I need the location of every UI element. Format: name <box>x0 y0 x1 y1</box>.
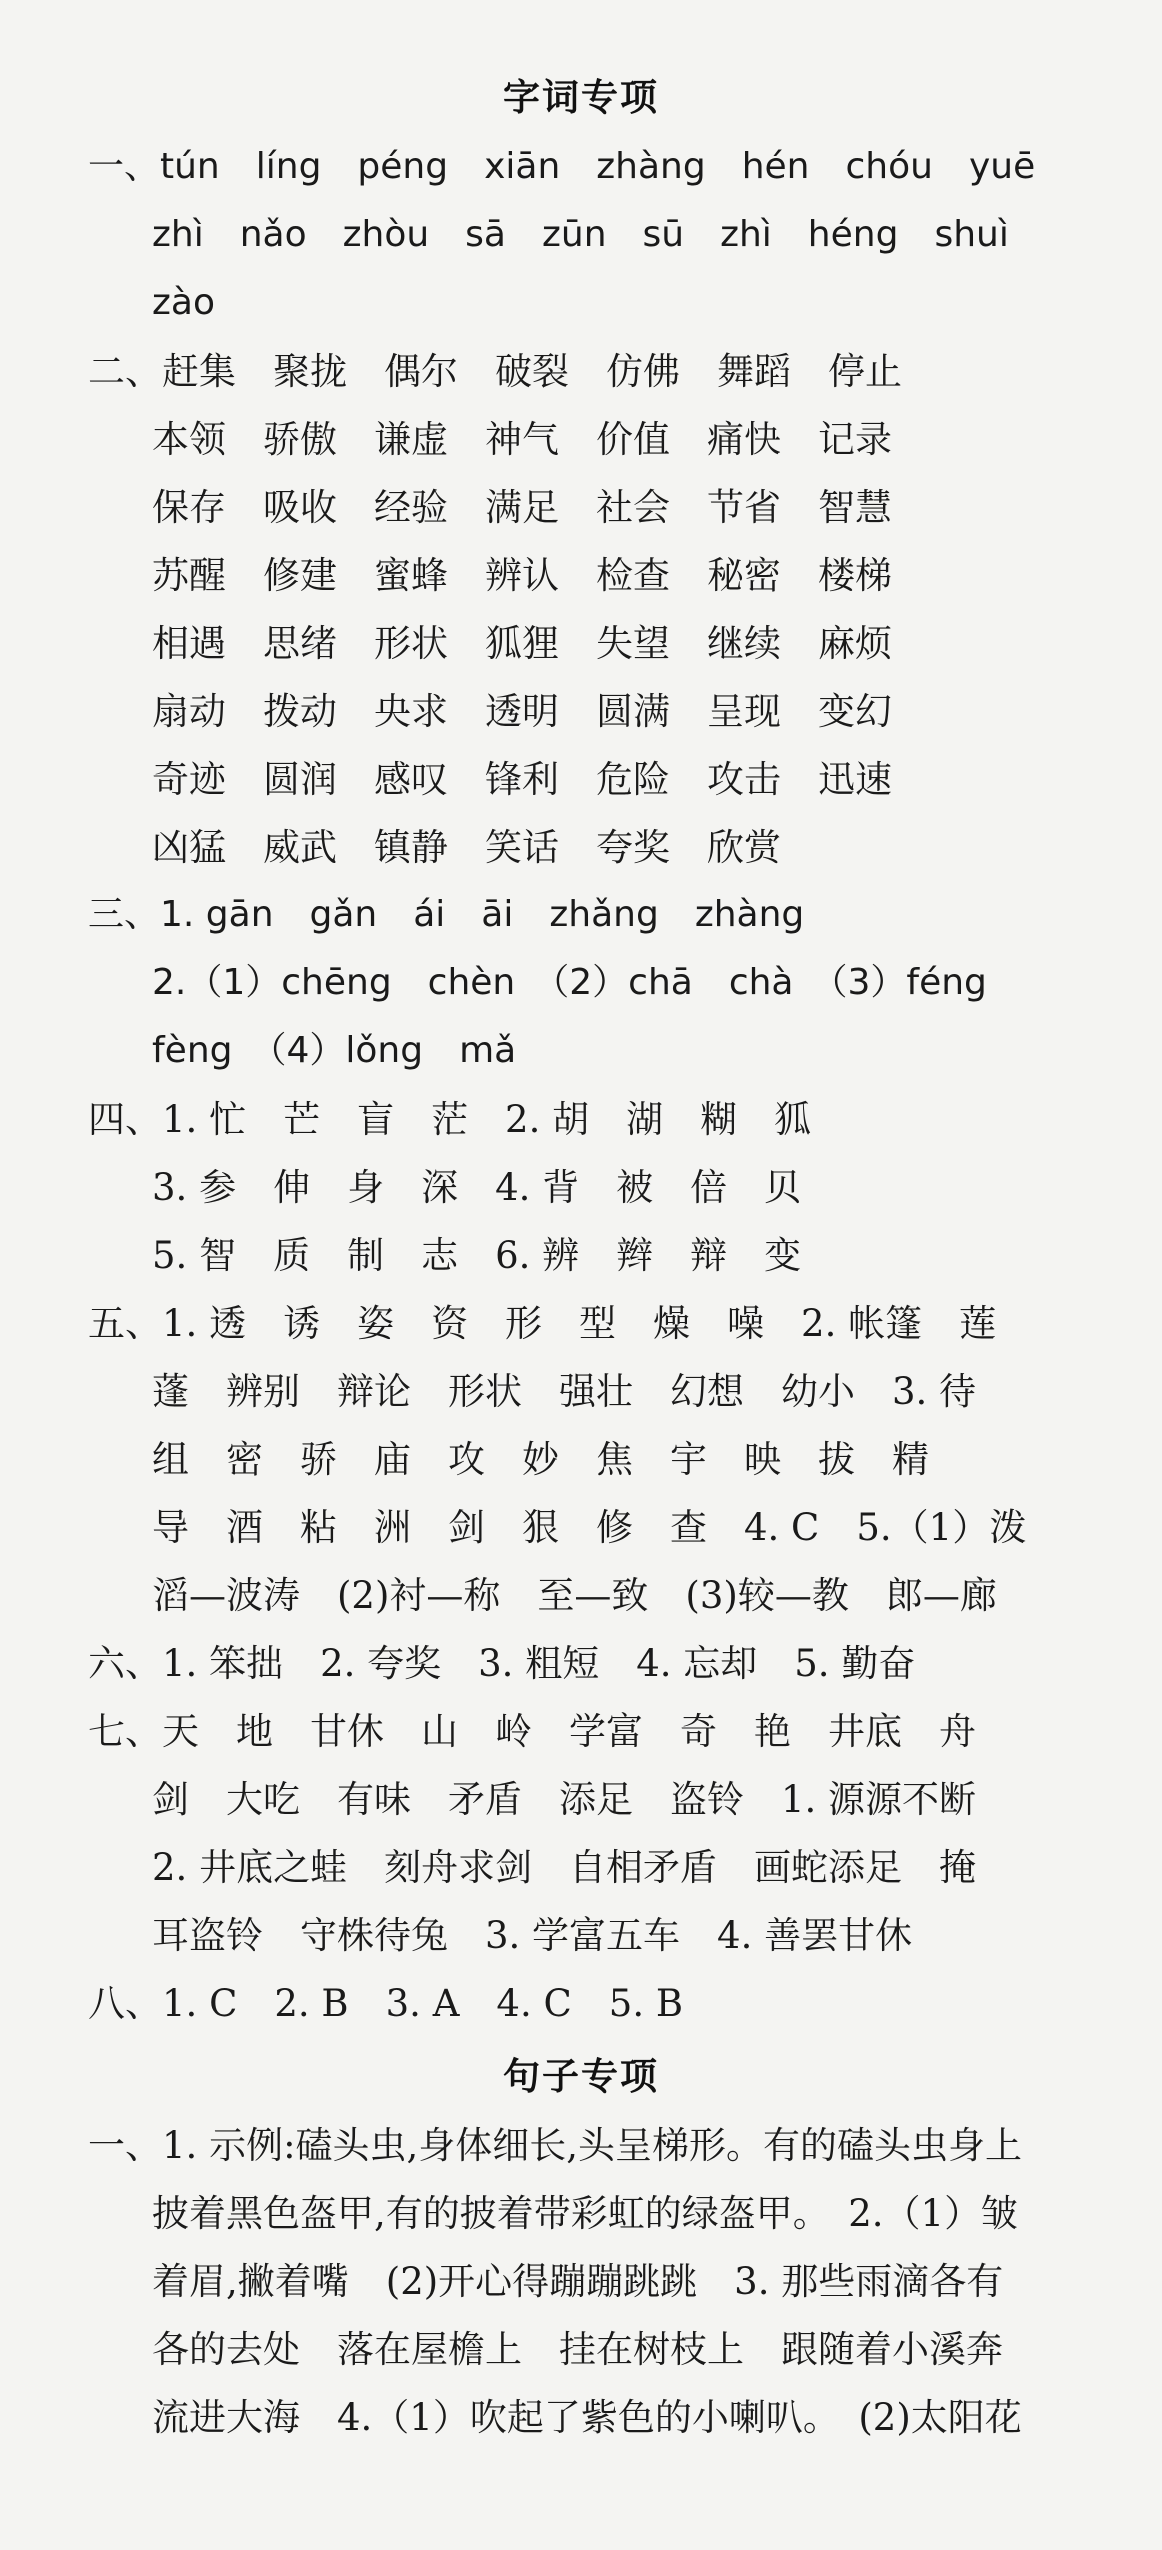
answer-line: zào <box>152 282 215 323</box>
answer-line: 七、天 地 甘休 山 岭 学富 奇 艳 井底 舟 <box>88 1710 976 1753</box>
answer-line: 一、1. 示例:磕头虫,身体细长,头呈梯形。有的磕头虫身上 <box>88 2124 1023 2167</box>
answer-line: 六、1. 笨拙 2. 夸奖 3. 粗短 4. 忘却 5. 勤奋 <box>88 1642 916 1685</box>
answer-line: 本领 骄傲 谦虚 神气 价值 痛快 记录 <box>152 418 892 461</box>
answer-line: 保存 吸收 经验 满足 社会 节省 智慧 <box>152 486 892 529</box>
answer-line: zhì nǎo zhòu sā zūn sū zhì héng shuì <box>152 214 1009 255</box>
answer-line: 披着黑色盔甲,有的披着带彩虹的绿盔甲。 2.（1）皱 <box>152 2192 1019 2235</box>
answer-line: 相遇 思绪 形状 狐狸 失望 继续 麻烦 <box>152 622 892 665</box>
answer-line: 三、1. gān gǎn ái āi zhǎng zhàng <box>88 894 805 935</box>
section-title-sentences: 句子专项 <box>503 2055 659 2098</box>
answer-line: 滔—波涛 (2)衬—称 至—致 (3)较—教 郎—廊 <box>152 1574 997 1617</box>
answer-line: 2.（1）chēng chèn （2）chā chà （3）féng <box>152 962 987 1003</box>
answer-line: fèng （4）lǒng mǎ <box>152 1030 517 1071</box>
answer-line: 流进大海 4.（1）吹起了紫色的小喇叭。 (2)太阳花 <box>152 2396 1022 2439</box>
answer-line: 各的去处 落在屋檐上 挂在树枝上 跟随着小溪奔 <box>152 2328 1003 2371</box>
answer-line: 五、1. 透 诱 姿 资 形 型 燥 噪 2. 帐篷 莲 <box>88 1302 997 1345</box>
answer-line: 四、1. 忙 芒 盲 茫 2. 胡 湖 糊 狐 <box>88 1098 812 1141</box>
answer-line: 二、赶集 聚拢 偶尔 破裂 仿佛 舞蹈 停止 <box>88 350 902 393</box>
answer-line: 剑 大吃 有味 矛盾 添足 盗铃 1. 源源不断 <box>152 1778 977 1821</box>
answer-line: 5. 智 质 制 志 6. 辨 辫 辩 变 <box>152 1234 802 1277</box>
answer-line: 耳盗铃 守株待兔 3. 学富五车 4. 善罢甘休 <box>152 1914 913 1957</box>
section-title-words: 字词专项 <box>503 76 659 119</box>
answer-line: 着眉,撇着嘴 (2)开心得蹦蹦跳跳 3. 那些雨滴各有 <box>152 2260 1004 2303</box>
answer-line: 3. 参 伸 身 深 4. 背 被 倍 贝 <box>152 1166 802 1209</box>
answer-line: 苏醒 修建 蜜蜂 辨认 检查 秘密 楼梯 <box>152 554 892 597</box>
answer-line: 八、1. C 2. B 3. A 4. C 5. B <box>88 1982 684 2025</box>
answer-line: 蓬 辨别 辩论 形状 强壮 幻想 幼小 3. 待 <box>152 1370 977 1413</box>
answer-line: 凶猛 威武 镇静 笑话 夸奖 欣赏 <box>152 826 781 869</box>
answer-line: 2. 井底之蛙 刻舟求剑 自相矛盾 画蛇添足 掩 <box>152 1846 977 1889</box>
answer-line: 组 密 骄 庙 攻 妙 焦 宇 映 拔 精 <box>152 1438 929 1481</box>
answer-line: 奇迹 圆润 感叹 锋利 危险 攻击 迅速 <box>152 758 892 801</box>
answer-line: 一、tún líng péng xiān zhàng hén chóu yuē <box>88 146 1036 187</box>
answer-line: 导 酒 粘 洲 剑 狠 修 查 4. C 5.（1）泼 <box>152 1506 1027 1549</box>
answer-line: 扇动 拨动 央求 透明 圆满 呈现 变幻 <box>152 690 892 733</box>
